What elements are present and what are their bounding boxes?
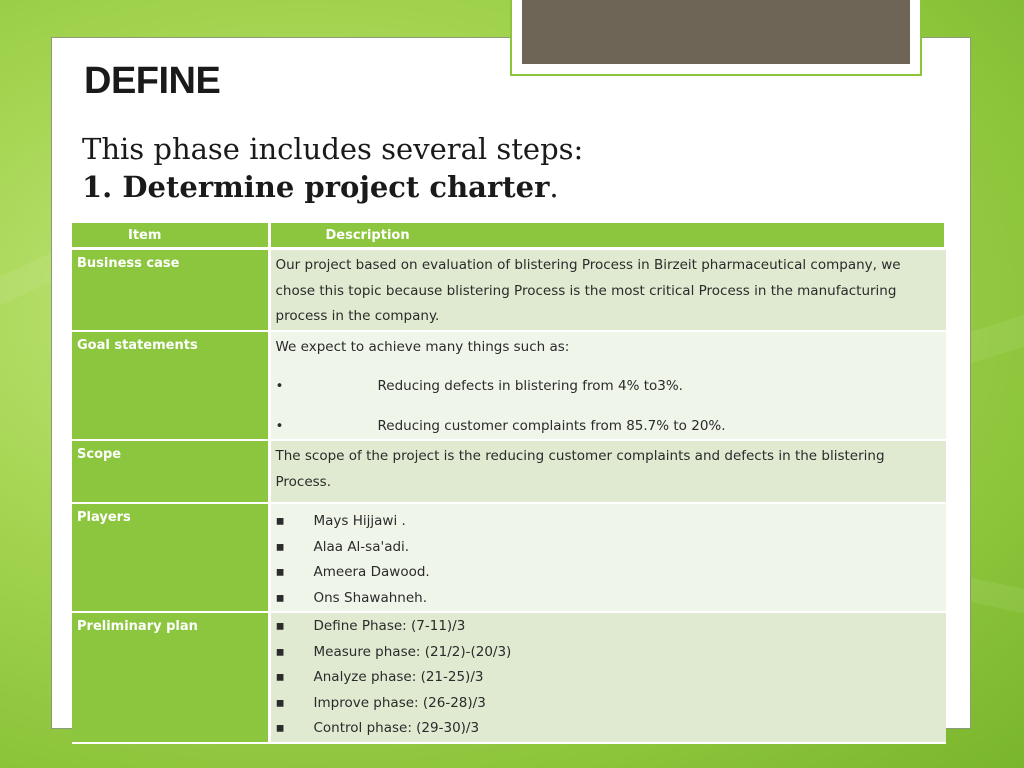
bullet-marker: ▪ <box>275 513 285 529</box>
bullet-marker: ▪ <box>275 564 285 580</box>
bullet-marker: ▪ <box>275 720 285 736</box>
goal-intro: We expect to achieve many things such as: <box>275 338 570 355</box>
step-label: 1. Determine project charter <box>82 170 550 204</box>
header-description: Description <box>269 223 946 249</box>
goal-bullet: Reducing customer complaints from 85.7% to 20%. <box>377 417 726 434</box>
row-desc-preliminary-plan <box>269 612 946 743</box>
row-item-business-case: Business case <box>72 249 269 331</box>
plan-phase: Analyze phase: (21-25)/3 <box>313 669 484 685</box>
bullet-marker: ▪ <box>275 694 285 711</box>
list-item <box>276 535 940 561</box>
row-item-preliminary-plan: Preliminary plan <box>72 612 269 743</box>
goal-bullet: Reducing defects in blistering from 4% to3%. <box>377 378 683 394</box>
photo-frame <box>510 0 922 76</box>
list-item <box>276 716 940 742</box>
player-name: Mays Hijjawi . <box>313 513 406 529</box>
list-item <box>276 414 940 440</box>
list-item <box>276 665 940 691</box>
bullet-marker: ▪ <box>275 538 285 555</box>
bullet-marker: ▪ <box>275 669 285 685</box>
slide-subtitle <box>82 130 583 206</box>
list-item <box>276 691 940 717</box>
plan-phase: Control phase: (29-30)/3 <box>313 720 480 736</box>
bullet-marker: • <box>275 417 284 434</box>
bullet-marker: ▪ <box>275 589 285 606</box>
table-header-row <box>72 223 946 249</box>
photo-placeholder <box>522 0 910 64</box>
bullet-marker: ▪ <box>275 618 285 634</box>
row-desc-scope <box>269 440 946 503</box>
plan-phase: Improve phase: (26-28)/3 <box>313 694 486 711</box>
slide-title: DEFINE <box>84 60 221 102</box>
plan-phase: Define Phase: (7-11)/3 <box>313 618 466 634</box>
table-row <box>72 331 946 441</box>
list-item <box>276 640 940 666</box>
list-item <box>276 509 940 535</box>
table-row <box>72 612 946 743</box>
list-item <box>276 586 940 612</box>
table-row <box>72 249 946 331</box>
row-desc-players <box>269 503 946 612</box>
plan-phase: Measure phase: (21/2)-(20/3) <box>313 643 512 660</box>
row-desc-goal-statements <box>269 331 946 441</box>
row-desc-business-case <box>269 249 946 331</box>
bullet-marker: ▪ <box>275 643 285 660</box>
bullet-marker: • <box>275 378 284 394</box>
header-item: Item <box>72 223 269 249</box>
intro-text: This phase includes several steps: <box>82 132 584 166</box>
player-name: Ameera Dawood. <box>313 564 430 580</box>
scope-text: The scope of the project is the reducing customer complaints and defects in the blistering Process. <box>275 448 885 490</box>
step-period: . <box>549 170 559 204</box>
list-item <box>276 374 940 400</box>
row-item-scope: Scope <box>72 440 269 503</box>
list-item <box>276 560 940 586</box>
row-item-goal-statements: Goal statements <box>72 331 269 441</box>
list-item <box>276 614 940 640</box>
business-case-text: Our project based on evaluation of blistering Process in Birzeit pharmaceutical company, we chose this topic because blistering Process is the most critical Process in the manufacturing process in the company. <box>275 257 901 324</box>
player-name: Ons Shawahneh. <box>313 589 427 606</box>
project-charter-table <box>72 223 947 744</box>
table-row <box>72 503 946 612</box>
player-name: Alaa Al-sa'adi. <box>313 538 410 555</box>
table-row <box>72 440 946 503</box>
row-item-players: Players <box>72 503 269 612</box>
